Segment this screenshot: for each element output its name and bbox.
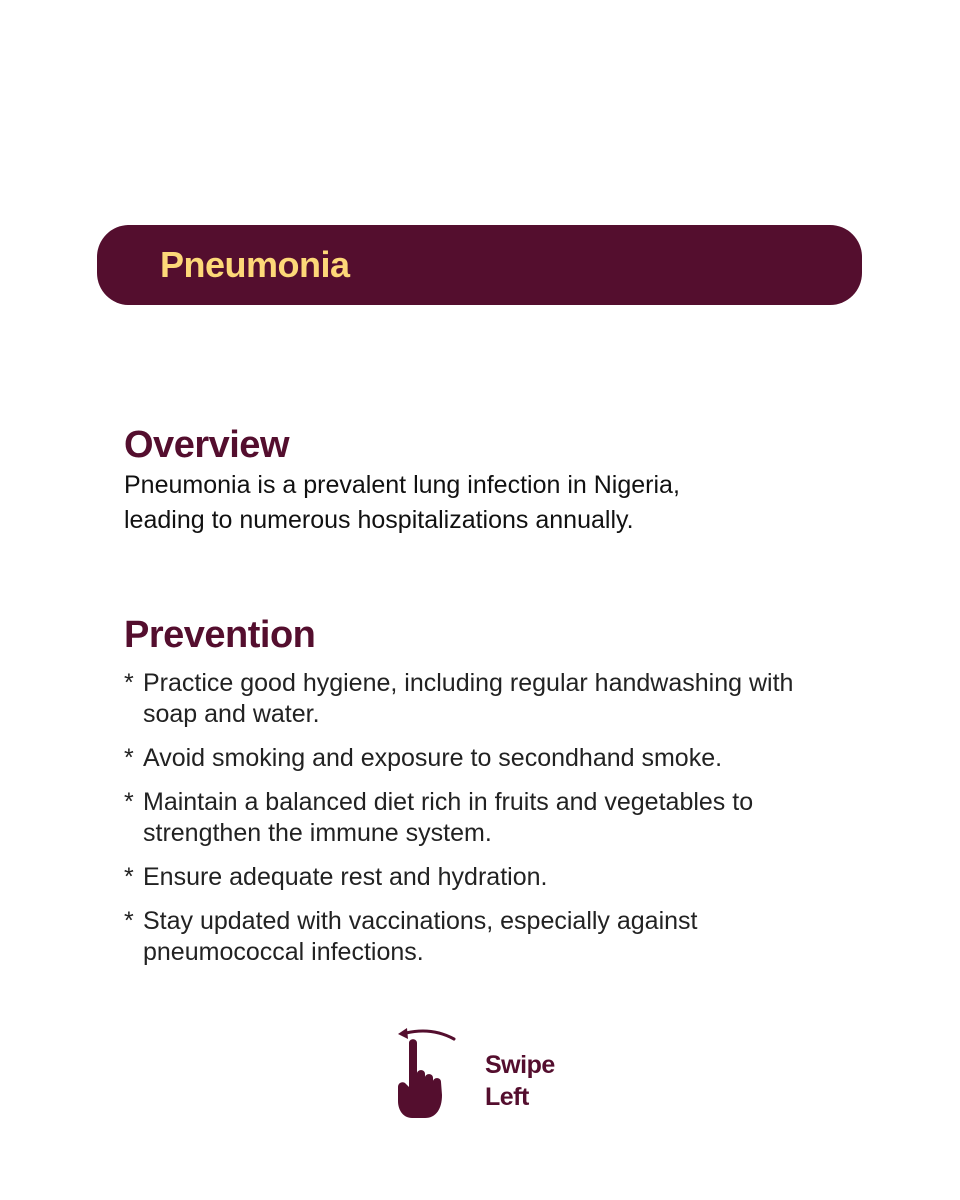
overview-line-1: Pneumonia is a prevalent lung infection in Nigeria, xyxy=(124,471,680,499)
prevention-list xyxy=(124,668,824,981)
list-item-text: Ensure adequate rest and hydration. xyxy=(143,863,548,891)
list-item xyxy=(124,787,824,849)
bullet: * xyxy=(124,744,134,772)
page-title: Pneumonia xyxy=(160,244,350,285)
hand-swipe-left-icon xyxy=(392,1025,462,1120)
bullet: * xyxy=(124,907,134,935)
list-item-text: Maintain a balanced diet rich in fruits and vegetables to strengthen the immune system. xyxy=(143,788,754,847)
bullet: * xyxy=(124,788,134,816)
bullet: * xyxy=(124,669,134,697)
list-item xyxy=(124,862,824,893)
list-item xyxy=(124,906,824,968)
overview-heading: Overview xyxy=(124,424,289,466)
list-item-text: Avoid smoking and exposure to secondhand smoke. xyxy=(143,744,723,772)
bullet: * xyxy=(124,863,134,891)
prevention-heading: Prevention xyxy=(124,614,316,656)
overview-text xyxy=(124,468,764,538)
list-item xyxy=(124,668,824,730)
swipe-label-line-2: Left xyxy=(485,1083,529,1111)
swipe-label-line-1: Swipe xyxy=(485,1051,555,1079)
list-item-text: Stay updated with vaccinations, especially against pneumococcal infections. xyxy=(143,907,698,966)
title-banner xyxy=(97,225,862,305)
overview-line-2: leading to numerous hospitalizations annually. xyxy=(124,506,634,534)
list-item-text: Practice good hygiene, including regular handwashing with soap and water. xyxy=(143,669,794,728)
list-item xyxy=(124,743,824,774)
swipe-hint xyxy=(392,1025,592,1125)
swipe-label xyxy=(485,1049,555,1113)
